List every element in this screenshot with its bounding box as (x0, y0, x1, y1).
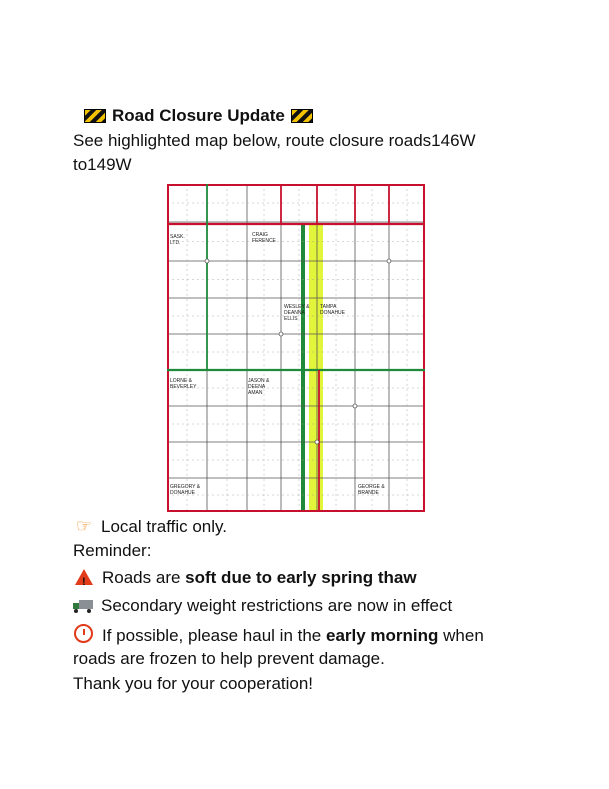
map-owner-label: DEANNA (284, 310, 305, 316)
map-marker (205, 259, 209, 263)
hazard-stripes-icon (84, 109, 106, 123)
closed-road-edge (301, 224, 305, 512)
soft-prefix: Roads are (102, 568, 186, 587)
map-owner-label: SASK. (170, 234, 185, 240)
haul-note-line-2: roads are frozen to help prevent damage. (73, 649, 385, 668)
map-owner-label: BEVERLEY (170, 384, 197, 390)
map-owner-label: WESLEY & (284, 304, 310, 310)
map-owner-label: AMAN (248, 390, 263, 396)
map-graphic (167, 184, 425, 512)
map-marker (353, 404, 357, 408)
map-owner-label: LTD. (170, 240, 181, 246)
alarm-clock-icon (74, 624, 93, 643)
weight-note (73, 595, 452, 617)
map-owner-label: CRAIG (252, 232, 268, 238)
description-line-1: See highlighted map below, route closure roads146W (73, 131, 476, 150)
weight-text: Secondary weight restrictions are now in effect (101, 596, 453, 615)
map-owner-label: LORNE & (170, 378, 192, 384)
update-title (78, 106, 319, 126)
pointing-hand-icon: ☞ (75, 516, 93, 536)
map-marker (279, 332, 283, 336)
title-text: Road Closure Update (112, 106, 285, 125)
map-owner-label: DONAHUE (320, 310, 346, 316)
map-owner-label: GEORGE & (358, 484, 385, 490)
local-traffic-text: Local traffic only. (101, 517, 227, 536)
map-owner-label: GREGORY & (170, 484, 201, 490)
map-owner-label: DONAHUE (170, 490, 196, 496)
soft-roads-note (73, 567, 417, 589)
map-owner-label: TAMPA (320, 304, 337, 310)
map-owner-label: BRANDE (358, 490, 379, 496)
closed-road-strip (309, 224, 323, 512)
haul-prefix: If possible, please haul in the (102, 626, 326, 645)
map-owner-label: FERENCE (252, 238, 276, 244)
haul-suffix: when (438, 626, 484, 645)
thanks-note: Thank you for your cooperation! (73, 674, 314, 693)
local-traffic-note (73, 515, 227, 538)
warning-triangle-icon (75, 569, 93, 585)
reminder-label: Reminder: (73, 541, 152, 560)
haul-note (73, 622, 484, 647)
map-marker (387, 259, 391, 263)
haul-bold: early morning (325, 626, 439, 645)
map-marker (315, 440, 319, 444)
map-background (167, 184, 425, 512)
map-owner-label: ELLIS (284, 316, 298, 322)
soft-bold: soft due to early spring thaw (185, 568, 417, 587)
description-line-2: to149W (73, 155, 132, 174)
road-closure-map (167, 184, 425, 512)
truck-icon (73, 600, 93, 613)
map-owner-label: DEENA (248, 384, 266, 390)
hazard-stripes-icon (291, 109, 313, 123)
map-owner-label: JASON & (248, 378, 270, 384)
